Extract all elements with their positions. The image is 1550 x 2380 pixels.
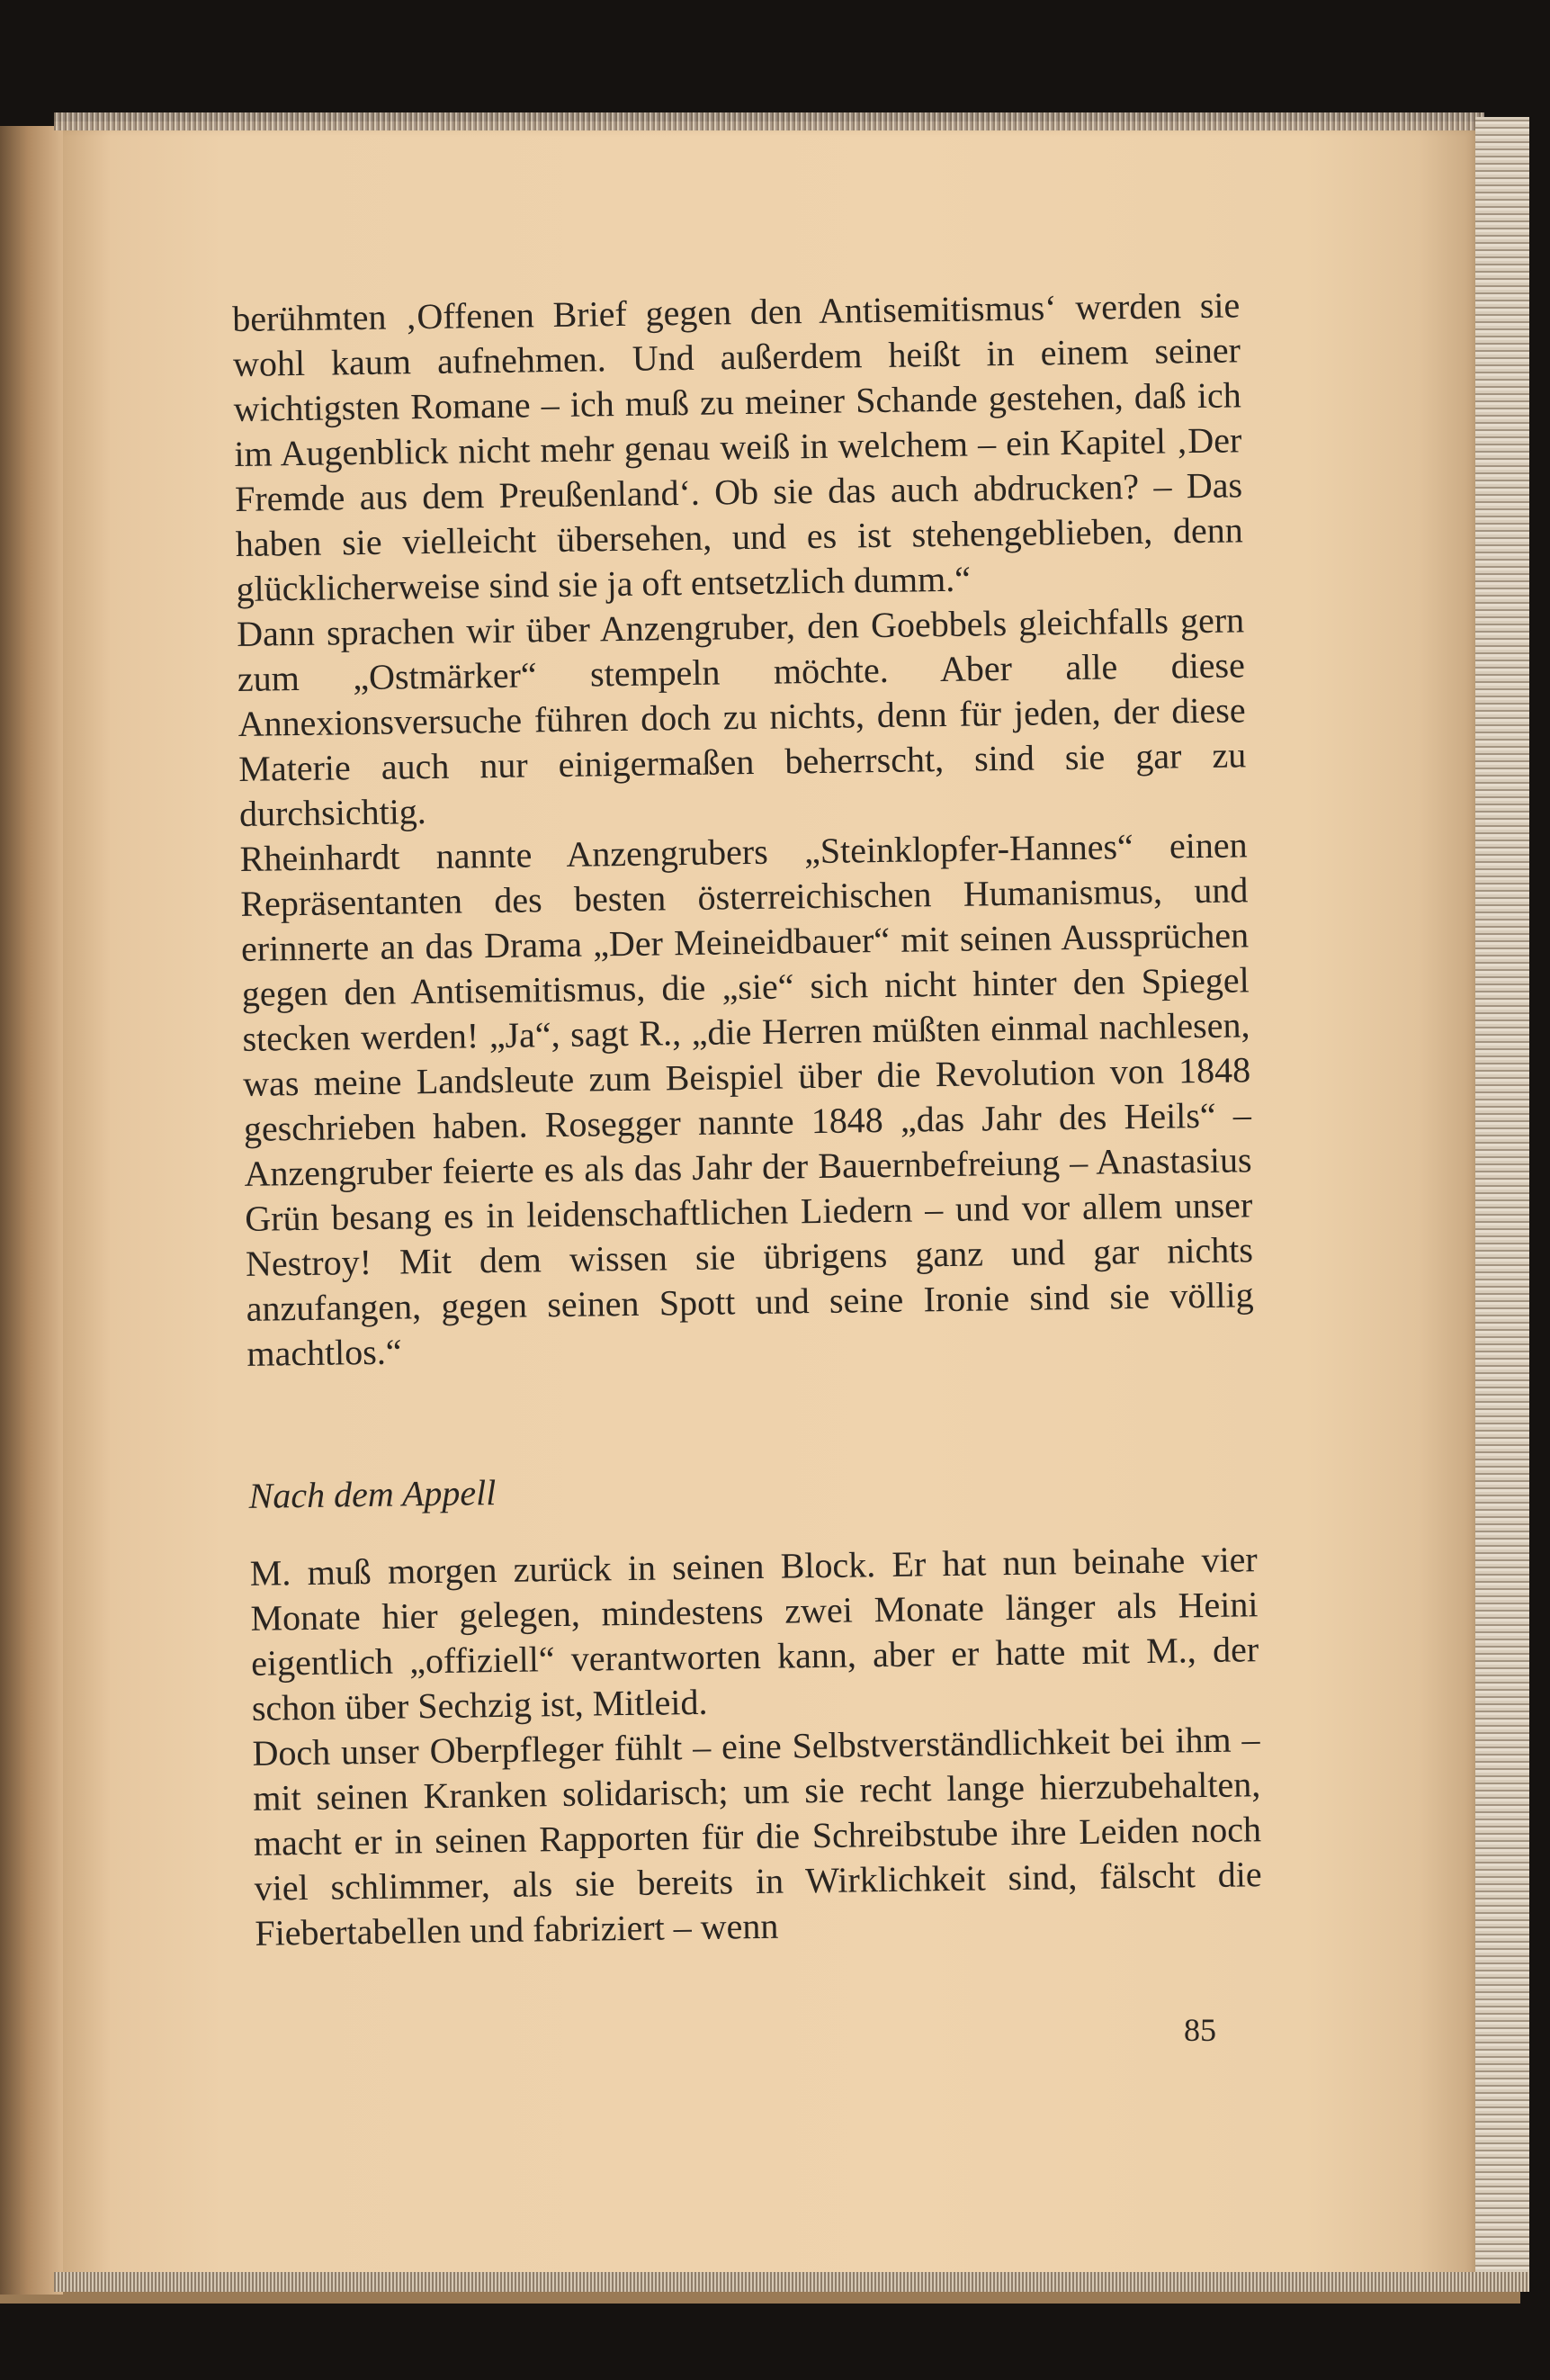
section-heading: Nach dem Appell (248, 1472, 497, 1516)
page-fore-edge (1475, 117, 1529, 2286)
page-top-edge (54, 112, 1484, 130)
page-bottom-edge (54, 2272, 1529, 2292)
paragraph: Dann sprachen wir über Anzengruber, den Goebbels gleichfalls gern zum „Ostmärker“ stempeln möchte. Aber alle diese Annexionsversuche führen doch zu nichts, denn für jeden, der diese Materie auch nur einigermaßen beherrscht, sind sie gar zu durchsichtig. (236, 599, 1247, 834)
paragraph: Rheinhardt nannte Anzengrubers „Steinklopfer-Hannes“ einen Repräsentanten des besten österreichischen Humanismus, und erinnerte an das Drama „Der Meineidbauer“ mit seinen Aussprüchen gegen den Antisemitismus, die „sie“ sich nicht hinter den Spiegel stecken werden! „Ja“, sagt R., „die Herren müßten einmal nachlesen, was meine Landsleute zum Beispiel über die Revolution von 1848 geschrieben haben. Rosegger nannte 1848 „das Jahr des Heils“ – Anzengruber feierte es als das Jahr der Bauernbefreiung – Anastasius Grün besang es in leidenschaftlichen Liedern – und vor allem unser Nestroy! Mit dem wissen sie übrigens ganz und gar nichts anzufangen, gegen seinen Spott und seine Ironie sind sie völlig machtlos.“ (239, 824, 1254, 1374)
paragraph: Doch unser Oberpfleger fühlt – eine Selbstverständlichkeit bei ihm – mit seinen Kranken solidarisch; um sie recht lange hierzubehalten, macht er in seinen Rapporten für die Schreibstube ihre Leiden noch viel schlimmer, als sie bereits in Wirklichkeit sind, fälscht die Fiebertabellen und fabriziert – wenn (252, 1719, 1262, 1953)
paragraph: berühmten ‚Offenen Brief gegen den Antisemitismus‘ werden sie wohl kaum aufnehmen. Und außerdem heißt in einem seiner wichtigsten Romane – ich muß zu meiner Schande gestehen, daß ich im Augenblick nicht mehr genau weiß in welchem – ein Kapitel ‚Der Fremde aus dem Preußenland‘. Ob sie das auch abdrucken? – Das haben sie vielleicht übersehen, und es ist stehengeblieben, denn glücklicherweise sind sie ja oft entsetzlich dumm.“ (232, 284, 1244, 609)
page-gutter-shadow (0, 126, 63, 2295)
page-number: 85 (1184, 2012, 1216, 2048)
paragraph: M. muß morgen zurück in seinen Block. Er hat nun beinahe vier Monate hier gelegen, mindestens zwei Monate länger als Heini eigentlich „offiziell“ verantworten kann, aber er hatte mit M., der schon über Sechzig ist, Mitleid. (249, 1539, 1259, 1729)
page-text (232, 283, 1263, 1955)
